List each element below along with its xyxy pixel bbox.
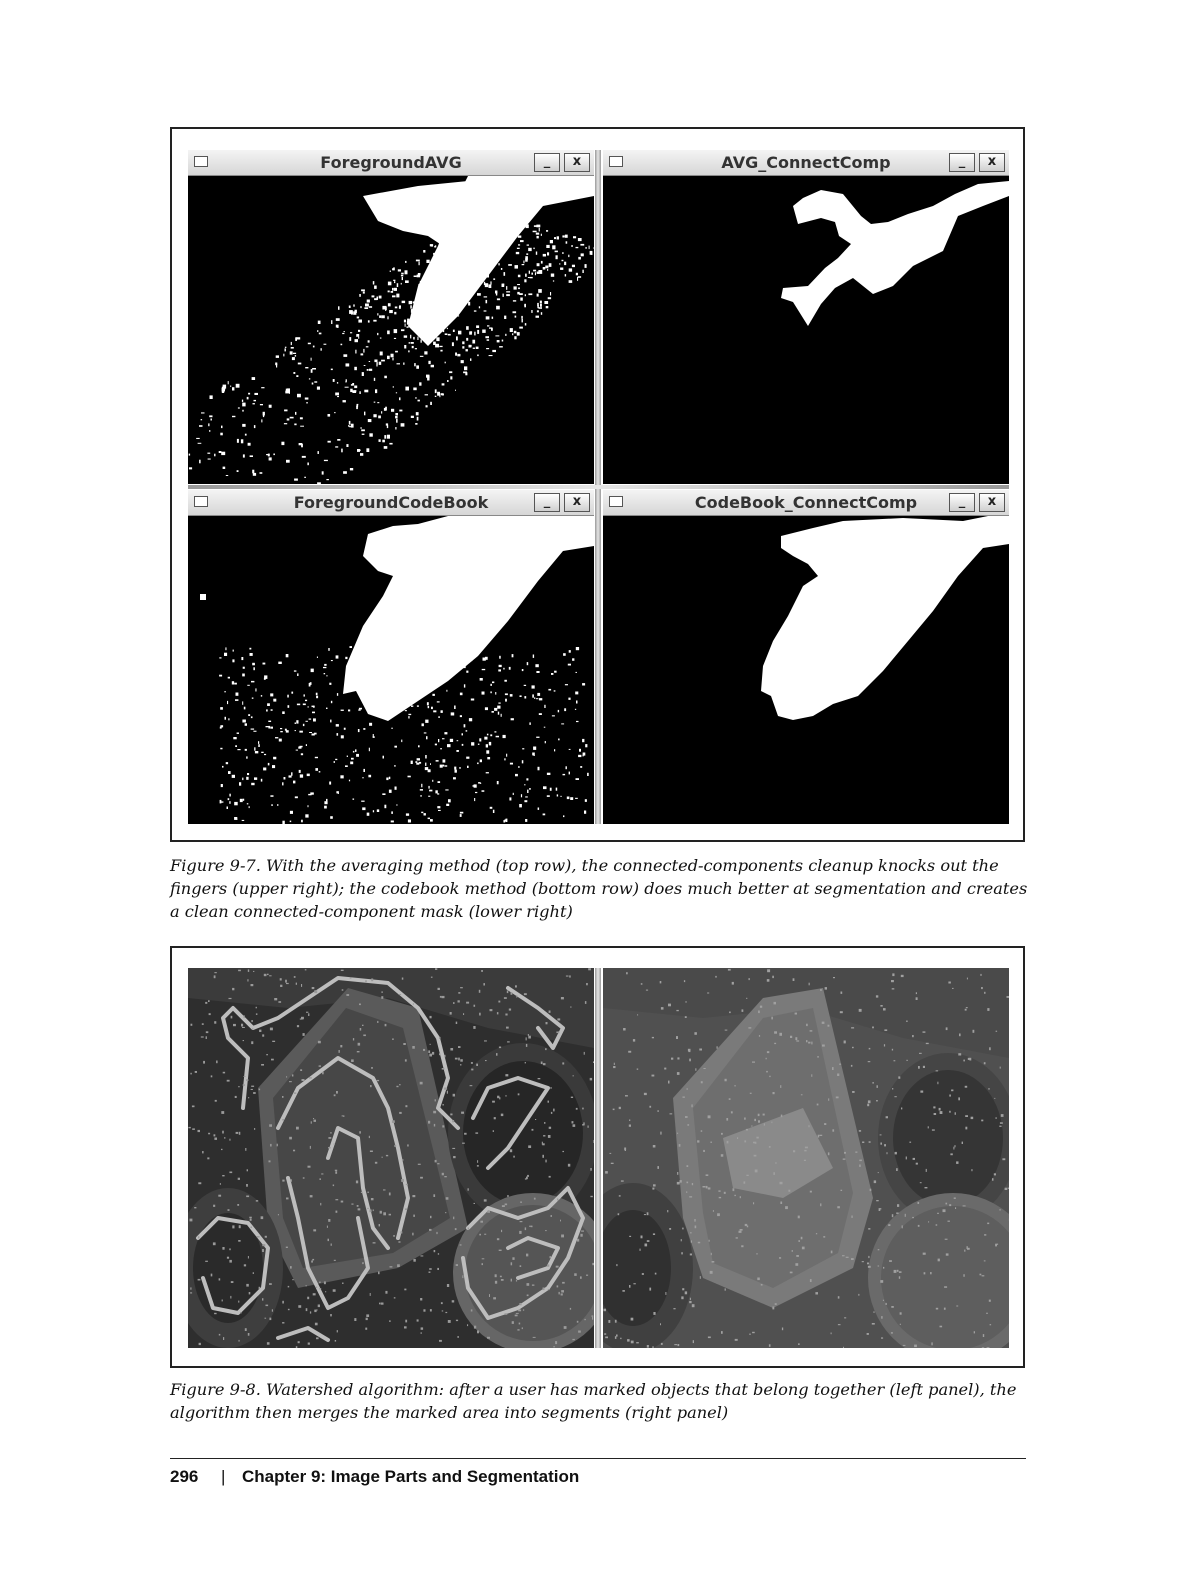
window-title: AVG_ConnectComp — [721, 153, 891, 172]
panel-splitter[interactable] — [595, 968, 601, 1348]
window-title: ForegroundCodeBook — [293, 493, 489, 512]
window-foreground-avg — [188, 150, 594, 484]
page-number: 296 — [170, 1467, 199, 1486]
horizontal-splitter[interactable] — [188, 485, 1009, 489]
minimize-button[interactable]: _ — [949, 153, 975, 172]
close-button[interactable]: x — [979, 493, 1005, 512]
footer-separator: | — [221, 1467, 226, 1486]
close-button[interactable]: x — [564, 153, 590, 172]
foreground-codebook-mask — [188, 516, 594, 824]
window-codebook-connectcomp — [603, 490, 1009, 824]
figure-9-7-frame — [170, 127, 1025, 842]
window-foreground-codebook — [188, 490, 594, 824]
close-button[interactable]: x — [564, 493, 590, 512]
chapter-title: Chapter 9: Image Parts and Segmentation — [242, 1467, 580, 1486]
minimize-button[interactable]: _ — [534, 493, 560, 512]
footer-rule — [170, 1458, 1026, 1459]
window-titlebar[interactable] — [188, 150, 594, 176]
window-titlebar[interactable] — [603, 490, 1009, 516]
watershed-segmented-panel — [603, 968, 1009, 1348]
avg-connectcomp-mask — [603, 176, 1009, 484]
minimize-button[interactable]: _ — [534, 153, 560, 172]
window-titlebar[interactable] — [188, 490, 594, 516]
figure-9-8-frame — [170, 946, 1025, 1368]
watershed-marked-panel — [188, 968, 594, 1348]
window-titlebar[interactable] — [603, 150, 1009, 176]
figure-9-8-caption: Figure 9-8. Watershed algorithm: after a user has marked objects that belong together (left panel), the algorithm then merges the marked area into segments (right panel) — [170, 1380, 1017, 1422]
minimize-button[interactable]: _ — [949, 493, 975, 512]
foreground-avg-mask — [188, 176, 594, 484]
window-title: ForegroundAVG — [320, 153, 462, 172]
close-button[interactable]: x — [979, 153, 1005, 172]
window-title: CodeBook_ConnectComp — [694, 493, 918, 512]
codebook-connectcomp-mask — [603, 516, 1009, 824]
window-avg-connectcomp — [603, 150, 1009, 484]
figure-9-7-caption: Figure 9-7. With the averaging method (top row), the connected-components cleanup knocks out the fingers (upper right); the codebook method (bottom row) does much better at segmentation and creates a clean connected-component mask (lower right) — [170, 856, 1028, 921]
